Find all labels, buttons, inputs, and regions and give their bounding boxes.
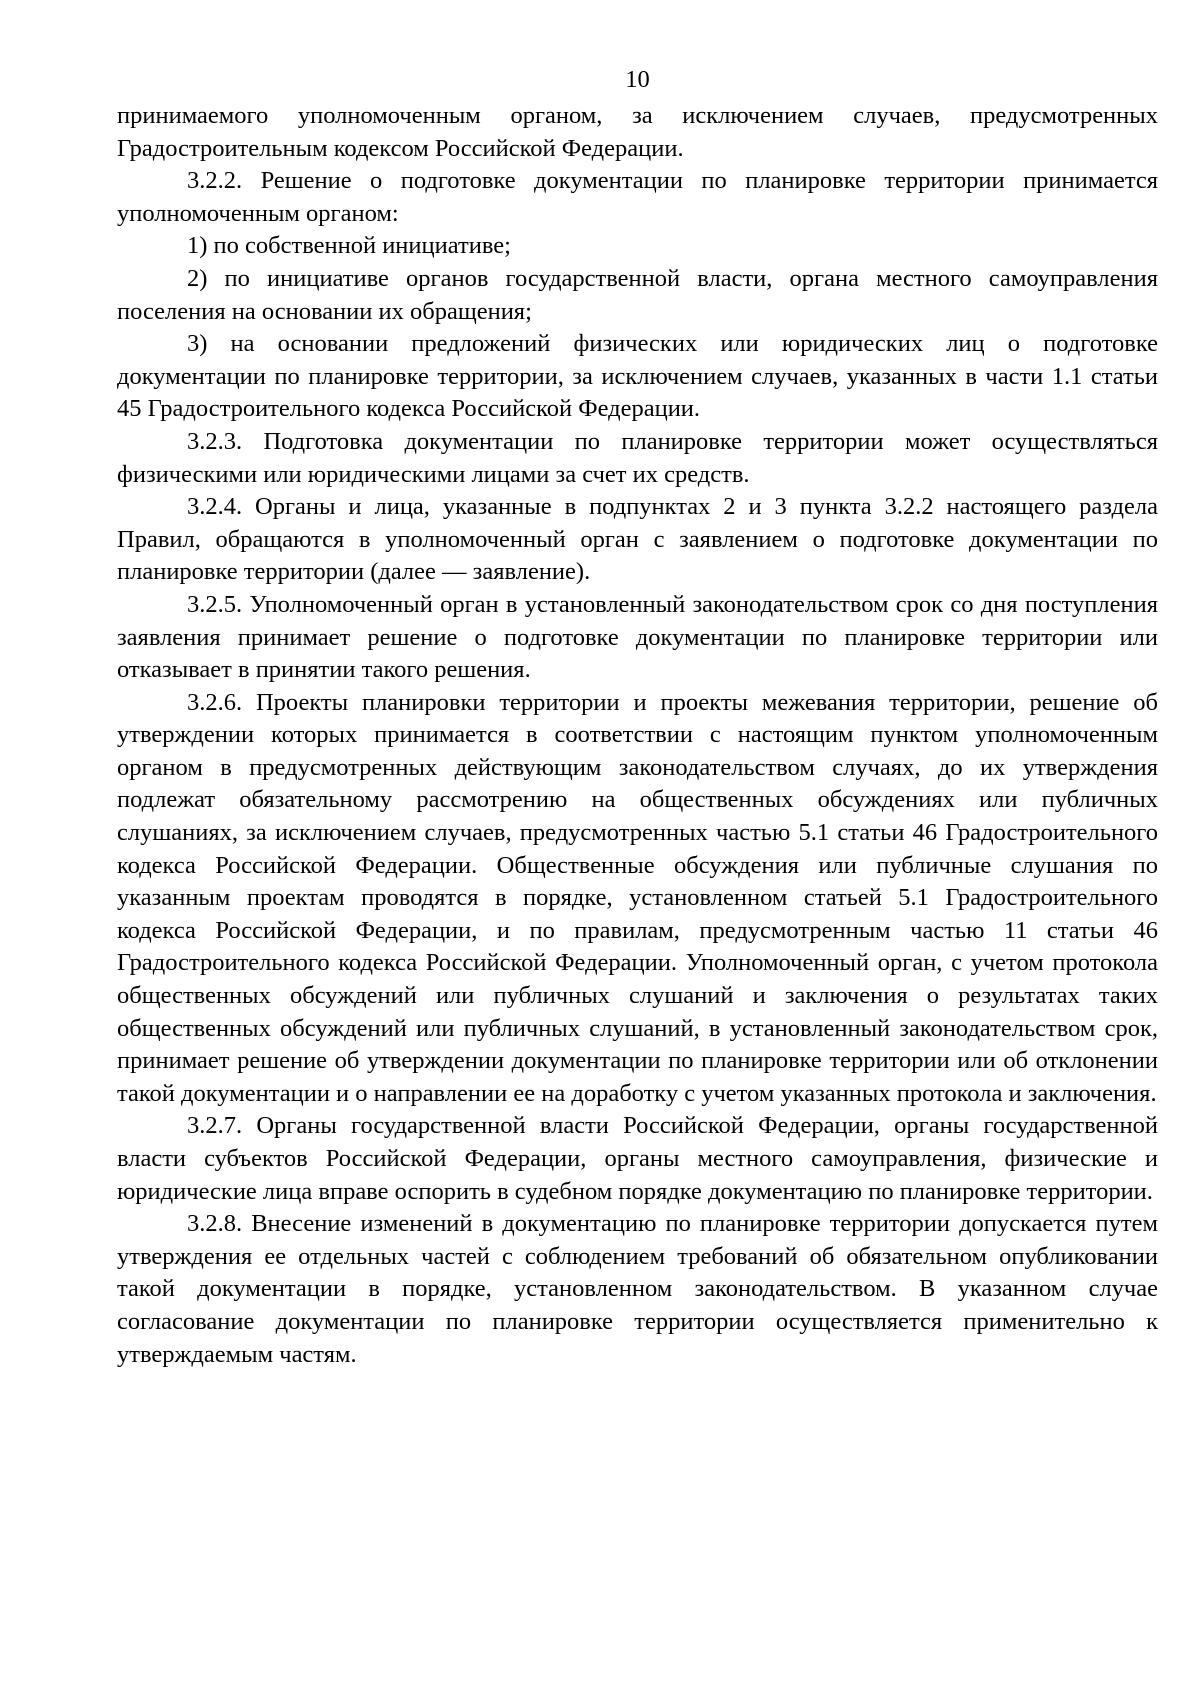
document-page <box>117 64 1158 1371</box>
paragraph-3-2-8: 3.2.8. Внесение изменений в документацию по планировке территории допускается путем утверждения ее отдельных частей с соблюдением требований об обязательном опубликовании такой документации в порядке, установленном законодательством. В указанном случае согласование документации по планировке территории осуществляется применительно к утверждаемым частям. <box>117 1210 1158 1368</box>
paragraph-3-2-6: 3.2.6. Проекты планировки территории и проекты межевания территории, решение об утверждении которых принимается в соответствии с настоящим пунктом уполномоченным органом в предусмотренных действующим законодательством случаях, до их утверждения подлежат обязательному рассмотрению на общественных обсуждениях или публичных слушаниях, за исключением случаев, предусмотренных частью 5.1 статьи 46 Градостроительного кодекса Российской Федерации. Общественные обсуждения или публичные слушания по указанным проектам проводятся в порядке, установленном статьей 5.1 Градостроительного кодекса Российской Федерации, и по правилам, предусмотренным частью 11 статьи 46 Градостроительного кодекса Российской Федерации. Уполномоченный орган, с учетом протокола общественных обсуждений или публичных слушаний и заключения о результатах таких общественных обсуждений или публичных слушаний, в установленный законодательством срок, принимает решение об утверждении документации по планировке территории или об отклонении такой документации и о направлении ее на доработку с учетом указанных протокола и заключения. <box>117 688 1158 1107</box>
paragraph-3-2-5: 3.2.5. Уполномоченный орган в установленный законодательством срок со дня поступления заявления принимает решение о подготовке документации по планировке территории или отказывает в принятии такого решения. <box>117 590 1158 684</box>
paragraph-3-2-2: 3.2.2. Решение о подготовке документации по планировке территории принимается уполномоченным органом: <box>117 167 1158 227</box>
paragraph-3-2-2-item-1: 1) по собственной инициативе; <box>187 232 511 260</box>
paragraph-3-2-3: 3.2.3. Подготовка документации по планировке территории может осуществляться физическими или юридическими лицами за счет их средств. <box>117 427 1158 488</box>
page-number: 10 <box>625 66 650 93</box>
paragraph-3-2-2-item-2: 2) по инициативе органов государственной власти, органа местного самоуправления поселения на основании их обращения; <box>117 264 1158 325</box>
paragraph-3-2-7: 3.2.7. Органы государственной власти Российской Федерации, органы государственной власти субъектов Российской Федерации, органы местного самоуправления, физические и юридические лица вправе оспорить в судебном порядке документацию по планировке территории. <box>117 1112 1158 1205</box>
paragraph-3-2-4: 3.2.4. Органы и лица, указанные в подпунктах 2 и 3 пункта 3.2.2 настоящего раздела Правил, обращаются в уполномоченный орган с заявлением о подготовке документации по планировке территории (далее — заявление). <box>117 493 1158 586</box>
paragraph-3-2-2-item-3: 3) на основании предложений физических или юридических лиц о подготовке документации по планировке территории, за исключением случаев, указанных в части 1.1 статьи 45 Градостроительного кодекса Российской Федерации. <box>117 330 1158 423</box>
paragraph-continuation: принимаемого уполномоченным органом, за исключением случаев, предусмотренных Градостроительным кодексом Российской Федерации. <box>117 102 1158 162</box>
